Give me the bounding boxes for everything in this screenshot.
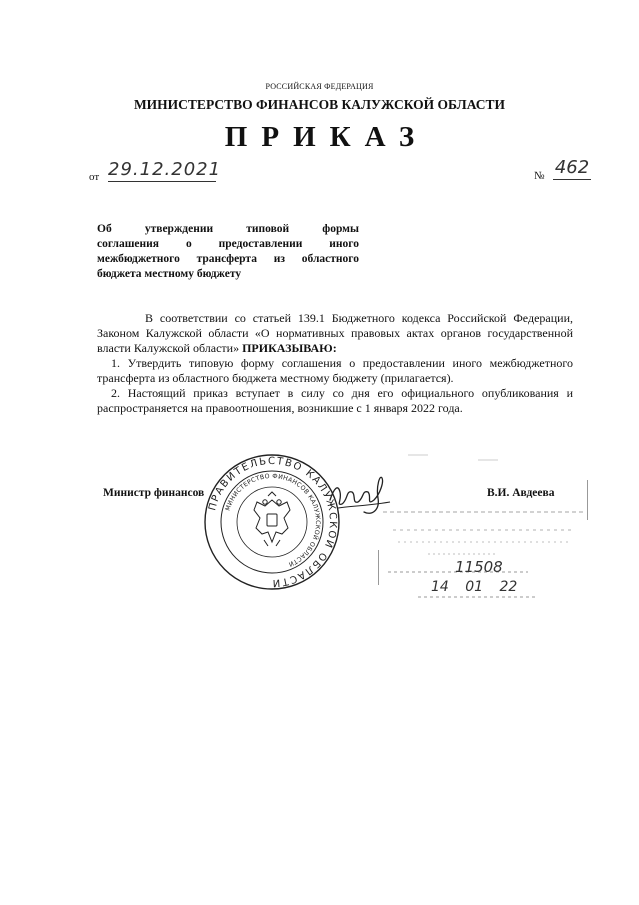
document-subject xyxy=(97,222,359,282)
command-word: ПРИКАЗЫВАЮ: xyxy=(242,341,337,355)
subject-line: Об утверждении типовой формы xyxy=(97,223,359,235)
subject-line: соглашения о предоставлении иного xyxy=(97,238,359,250)
body-item-2: 2. Настоящий приказ вступает в силу со дня его официального опубликования и распространяется на правоотношения, возникшие с 1 января 2022 года. xyxy=(97,386,573,415)
coat-of-arms-icon xyxy=(254,492,290,546)
federation-header: РОССИЙСКАЯ ФЕДЕРАЦИЯ xyxy=(265,82,374,91)
document-body xyxy=(97,311,573,416)
number-label: № xyxy=(534,170,545,182)
seal-outer-text: ПРАВИТЕЛЬСТВО КАЛУЖСКОЙ ОБЛАСТИ xyxy=(207,455,339,589)
subject-line: бюджета местному бюджету xyxy=(97,268,242,280)
seal-inner-text: МИНИСТЕРСТВО ФИНАНСОВ КАЛУЖСКОЙ ОБЛАСТИ xyxy=(224,472,322,568)
registration-date: 14 01 22 xyxy=(431,579,518,595)
registration-number: 11508 xyxy=(455,558,503,576)
date-value: 29.12.2021 xyxy=(108,159,222,180)
body-intro-text: В соответствии со статьей 139.1 Бюджетного кодекса Российской Федерации, Законом Калужской области «О нормативных правовых актах органов государственной власти Калужской области» xyxy=(97,311,573,355)
body-item-1: 1. Утвердить типовую форму соглашения о предоставлении иного межбюджетного трансферта из областного бюджета местному бюджету (прилагается). xyxy=(97,356,573,385)
body-intro-paragraph xyxy=(97,311,573,356)
signatory-name: В.И. Авдеева xyxy=(487,487,555,499)
subject-line: межбюджетного трансферта из областного xyxy=(97,253,359,265)
document-type-title: ПРИКАЗ xyxy=(224,121,429,153)
handwritten-signature xyxy=(320,470,400,520)
ministry-name: МИНИСТЕРСТВО ФИНАНСОВ КАЛУЖСКОЙ ОБЛАСТИ xyxy=(133,97,506,112)
number-value: 462 xyxy=(554,157,590,178)
date-label: от xyxy=(89,171,100,183)
signatory-title: Министр финансов xyxy=(103,487,205,499)
